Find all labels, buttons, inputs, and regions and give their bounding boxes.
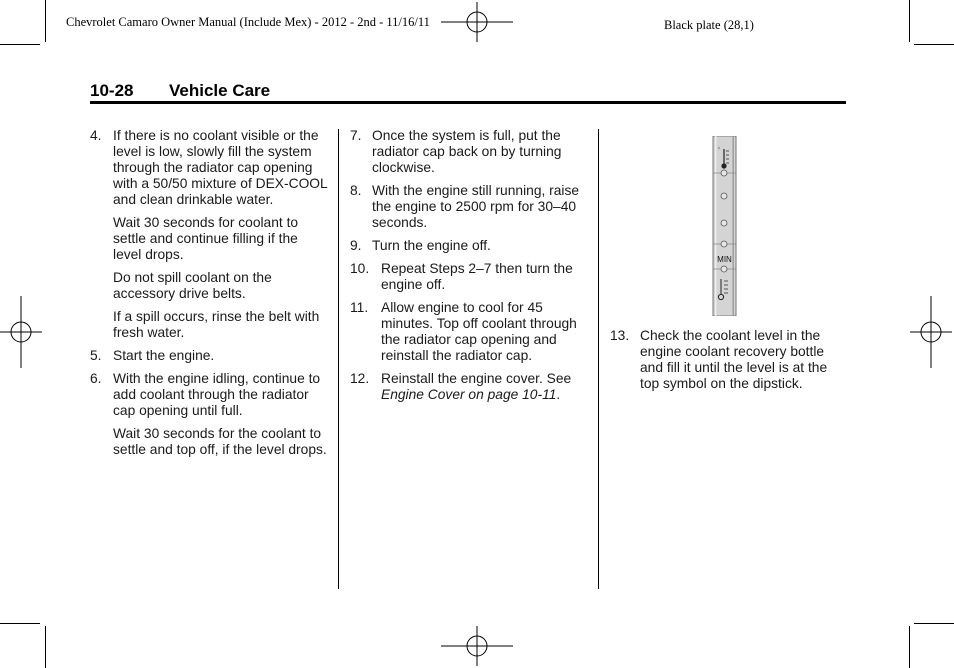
step-text: Repeat Steps 2–7 then turn the engine off. — [381, 261, 573, 292]
list-item — [350, 300, 588, 364]
registration-mark-icon — [441, 2, 513, 42]
crop-mark — [0, 44, 40, 45]
manual-header: Chevrolet Camaro Owner Manual (Include Mex) - 2012 - 2nd - 11/16/11 — [66, 15, 430, 29]
column-3 — [610, 328, 846, 399]
crop-mark — [909, 626, 910, 668]
step-note: If a spill occurs, rinse the belt with fresh water. — [113, 309, 320, 340]
column-2 — [350, 128, 588, 410]
column-divider — [338, 129, 339, 589]
step-number: 12. — [350, 371, 370, 386]
step-number: 5. — [90, 348, 102, 363]
list-item — [90, 371, 328, 419]
step-note: Wait 30 seconds for coolant to settle and continue filling if the level drops. — [113, 215, 299, 262]
section-heading — [90, 81, 270, 101]
list-item — [90, 128, 328, 208]
crop-mark — [0, 623, 40, 624]
step-number: 9. — [350, 238, 362, 253]
step-note: Do not spill coolant on the accessory drive belts. — [113, 270, 272, 301]
crop-mark — [914, 623, 954, 624]
crop-mark — [45, 0, 46, 42]
dipstick-illustration — [712, 136, 737, 316]
step-text: If there is no coolant visible or the level is low, slowly fill the system through the radiator cap opening with a 50/50 mixture of DEX-COOL and clean drinkable water. — [113, 128, 328, 207]
plate-label: Black plate (28,1) — [664, 18, 754, 32]
step-number: 4. — [90, 128, 102, 143]
list-item — [350, 261, 588, 293]
cross-reference-link[interactable]: Engine Cover on page 10-11 — [381, 387, 557, 402]
step-text-end: . — [556, 387, 561, 402]
step-note: Wait 30 seconds for the coolant to settle and top off, if the level drops. — [113, 426, 327, 457]
column-divider — [598, 129, 599, 589]
step-text: Turn the engine off. — [372, 238, 491, 253]
crop-mark — [45, 626, 46, 668]
step-number: 11. — [350, 300, 369, 315]
list-item — [90, 348, 328, 364]
registration-mark-icon — [441, 626, 513, 666]
step-text: Start the engine. — [113, 348, 215, 363]
crop-mark — [909, 0, 910, 42]
list-item — [350, 371, 588, 403]
list-item — [350, 238, 588, 254]
step-text: With the engine still running, raise the engine to 2500 rpm for 30–40 seconds. — [372, 183, 580, 230]
step-number: 13. — [610, 328, 630, 343]
dipstick-min-label: MIN — [717, 255, 732, 264]
section-title: Vehicle Care — [169, 81, 271, 100]
step-number: 8. — [350, 183, 362, 198]
step-text: With the engine idling, continue to add coolant through the radiator cap opening until full. — [113, 371, 321, 418]
registration-mark-icon — [0, 296, 42, 368]
list-item — [610, 328, 846, 392]
list-item — [350, 183, 588, 231]
column-1 — [90, 128, 328, 465]
step-number: 7. — [350, 128, 362, 143]
step-text: Allow engine to cool for 45 minutes. Top off coolant through the radiator cap opening and reinstall the radiator cap. — [381, 300, 577, 363]
step-number: 10. — [350, 261, 370, 276]
step-text — [381, 371, 588, 403]
heading-rule — [90, 101, 846, 104]
step-text: Once the system is full, put the radiator cap back on by turning clockwise. — [372, 128, 562, 175]
step-number: 6. — [90, 371, 102, 386]
crop-mark — [914, 44, 954, 45]
step-text: Check the coolant level in the engine coolant recovery bottle and fill it until the level is at the top symbol on the dipstick. — [640, 328, 828, 391]
registration-mark-icon — [910, 296, 952, 368]
page-number: 10-28 — [90, 81, 134, 100]
list-item — [350, 128, 588, 176]
step-text-main: Reinstall the engine cover. See — [381, 371, 572, 386]
